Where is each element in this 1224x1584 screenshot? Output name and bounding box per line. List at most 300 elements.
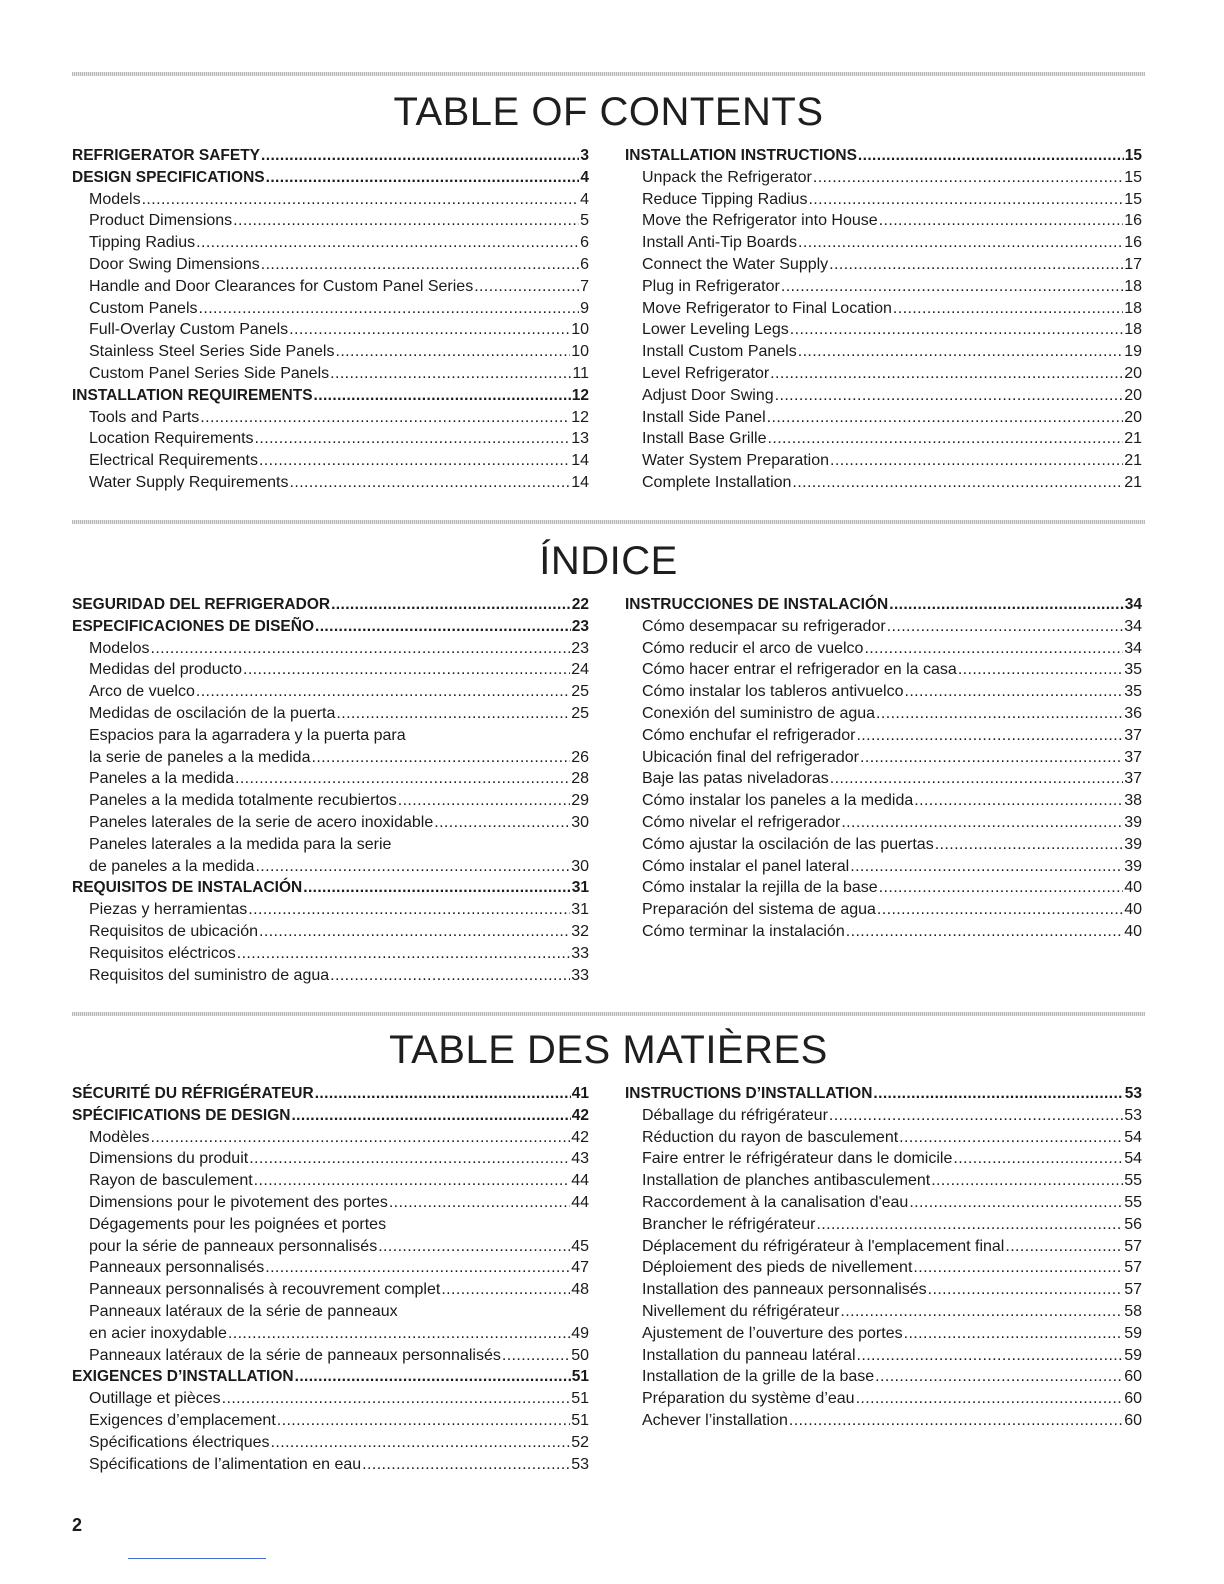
dot-leader <box>928 1279 1124 1301</box>
toc-page-number: 39 <box>1124 857 1142 875</box>
toc-entry-title: Cómo hacer entrar el refrigerador en la casa <box>642 661 957 679</box>
toc-entry-title: Cómo nivelar el refrigerador <box>642 813 841 831</box>
dot-leader <box>331 594 571 616</box>
toc-page-number: 39 <box>1124 813 1142 831</box>
dot-leader <box>879 877 1124 899</box>
toc-entry-title: Install Anti-Tip Boards <box>642 234 798 252</box>
toc-entry[interactable] <box>72 1432 589 1454</box>
toc-page-number: 56 <box>1124 1215 1142 1233</box>
toc-entry[interactable] <box>625 254 1142 276</box>
toc-entry[interactable] <box>72 472 589 494</box>
toc-entry[interactable] <box>625 341 1142 363</box>
toc-entry-title: Rayon de basculement <box>89 1172 253 1190</box>
dot-leader <box>434 812 570 834</box>
dot-leader <box>254 1170 571 1192</box>
dot-leader <box>261 254 579 276</box>
toc-entry-title: Custom Panel Series Side Panels <box>89 364 330 382</box>
toc-page-number: 15 <box>1124 168 1142 186</box>
dot-leader <box>474 276 579 298</box>
toc-page-number: 57 <box>1124 1281 1142 1299</box>
toc-entry[interactable] <box>625 1257 1142 1279</box>
toc-page-number: 17 <box>1124 255 1142 273</box>
dot-leader <box>856 1388 1124 1410</box>
toc-entry[interactable] <box>72 341 589 363</box>
toc-entry[interactable] <box>72 210 589 232</box>
toc-entry-title: Déplacement du réfrigérateur à l'emplacement final <box>642 1237 1005 1255</box>
dot-leader <box>873 1083 1123 1105</box>
dot-leader <box>830 450 1123 472</box>
toc-page-number: 53 <box>1124 1106 1142 1124</box>
toc-entry-title: Modèles <box>89 1128 150 1146</box>
toc-page-number: 15 <box>1124 190 1142 208</box>
toc-entry-title: Install Base Grille <box>642 430 767 448</box>
dot-leader <box>1005 1236 1123 1258</box>
toc-heading[interactable] <box>72 167 589 189</box>
dot-leader <box>150 1127 570 1149</box>
toc-entry-title: Medidas del producto <box>89 661 242 679</box>
dot-leader <box>893 298 1123 320</box>
toc-entry-title: Requisitos del suministro de agua <box>89 966 330 984</box>
dot-leader <box>398 790 570 812</box>
dot-leader <box>856 725 1123 747</box>
dot-leader <box>846 921 1123 943</box>
toc-entry-title: Ubicación final del refrigerador <box>642 748 859 766</box>
toc-entry-title: Ajustement de l’ouverture des portes <box>642 1324 903 1342</box>
toc-entry-title: Panneaux personnalisés <box>89 1259 265 1277</box>
toc-entry-title: Electrical Requirements <box>89 452 258 470</box>
dot-leader <box>315 616 571 638</box>
toc-entry[interactable] <box>625 877 1142 899</box>
toc-page-number: 60 <box>1124 1390 1142 1408</box>
toc-entry-title: Reduce Tipping Radius <box>642 190 808 208</box>
toc-page-number: 41 <box>571 1085 589 1102</box>
toc-entry[interactable] <box>625 210 1142 232</box>
toc-entry-title: Cómo instalar el panel lateral <box>642 857 850 875</box>
toc-page-number: 12 <box>571 408 589 426</box>
dot-leader <box>958 659 1123 681</box>
toc-page-number: 14 <box>571 473 589 491</box>
toc-entry[interactable] <box>625 616 1142 638</box>
toc-entry-title: INSTRUCCIONES DE INSTALACIÓN <box>625 596 889 613</box>
toc-heading[interactable] <box>72 1105 589 1127</box>
toc-entry[interactable] <box>625 276 1142 298</box>
dot-leader <box>953 1148 1123 1170</box>
dot-leader <box>931 1170 1123 1192</box>
toc-entry-title: Stainless Steel Series Side Panels <box>89 343 335 361</box>
toc-page-number: 16 <box>1124 212 1142 230</box>
toc-entry[interactable] <box>625 1105 1142 1127</box>
dot-leader <box>790 319 1123 341</box>
dot-leader <box>222 1388 571 1410</box>
toc-column-left <box>72 145 589 494</box>
toc-page-number: 30 <box>571 857 589 875</box>
toc-entry[interactable] <box>72 659 589 681</box>
toc-page-number: 49 <box>571 1324 589 1342</box>
toc-entry-title: Full-Overlay Custom Panels <box>89 321 289 339</box>
toc-entry-title: en acier inoxydable <box>89 1324 227 1342</box>
dot-leader <box>775 385 1124 407</box>
dot-leader <box>913 1257 1123 1279</box>
toc-entry[interactable] <box>625 232 1142 254</box>
dot-leader <box>798 232 1123 254</box>
dot-leader <box>200 407 570 429</box>
toc-entry[interactable] <box>72 428 589 450</box>
toc-entry[interactable] <box>625 1366 1142 1388</box>
toc-page-number: 48 <box>571 1281 589 1299</box>
toc-entry[interactable] <box>625 1127 1142 1149</box>
dot-leader <box>265 1257 570 1279</box>
toc-entry[interactable] <box>72 856 589 878</box>
toc-entry-title: INSTALLATION REQUIREMENTS <box>72 386 313 404</box>
dot-leader <box>266 167 580 189</box>
toc-page-number: 51 <box>571 1368 589 1386</box>
toc-entry[interactable] <box>625 385 1142 407</box>
toc-page-number: 14 <box>571 452 589 470</box>
toc-page-number: 21 <box>1124 452 1142 470</box>
toc-entry[interactable] <box>625 319 1142 341</box>
toc-entry-line: Paneles laterales a la medida para la serie <box>89 835 392 853</box>
toc-entry-title: Installation des panneaux personnalisés <box>642 1281 927 1299</box>
toc-page-number: 33 <box>571 944 589 962</box>
dot-leader <box>303 877 571 899</box>
toc-page-number: 5 <box>580 212 589 230</box>
toc-entry[interactable] <box>625 1279 1142 1301</box>
toc-heading[interactable] <box>72 1366 589 1388</box>
toc-entry-title: Exigences d’emplacement <box>89 1411 276 1429</box>
toc-page-number: 37 <box>1124 748 1142 766</box>
toc-page-number: 6 <box>580 234 589 252</box>
toc-page-number: 4 <box>580 190 589 208</box>
toc-entry-title: Piezas y herramientas <box>89 901 248 919</box>
dot-leader <box>378 1236 570 1258</box>
toc-heading[interactable] <box>72 594 589 616</box>
toc-entry-title: Déballage du réfrigérateur <box>642 1106 828 1124</box>
toc-entry-title: SÉCURITÉ DU RÉFRIGÉRATEUR <box>72 1085 314 1102</box>
toc-entry[interactable] <box>72 1148 589 1170</box>
toc-entry[interactable] <box>625 768 1142 790</box>
section-title: TABLE DES MATIÈRES <box>389 1028 828 1072</box>
toc-entry-title: Location Requirements <box>89 430 254 448</box>
toc-entry[interactable] <box>72 1192 589 1214</box>
toc-entry[interactable] <box>625 298 1142 320</box>
toc-entry-title: Conexión del suministro de agua <box>642 704 876 722</box>
toc-entry-title: Paneles laterales de la serie de acero inoxidable <box>89 813 434 831</box>
dot-leader <box>336 703 570 725</box>
toc-heading[interactable] <box>72 877 589 899</box>
toc-entry-title: Panneaux personnalisés à recouvrement complet <box>89 1281 441 1299</box>
toc-page-number: 21 <box>1124 473 1142 491</box>
toc-entry-title: la serie de paneles a la medida <box>89 748 311 766</box>
toc-entry[interactable] <box>625 189 1142 211</box>
toc-entry[interactable] <box>625 1323 1142 1345</box>
toc-page-number: 22 <box>571 596 589 613</box>
dot-leader <box>199 298 580 320</box>
toc-entry-title: Level Refrigerator <box>642 364 770 382</box>
toc-page-number: 15 <box>1124 147 1142 164</box>
toc-page-number: 53 <box>1124 1085 1142 1102</box>
toc-entry-title: Outillage et pièces <box>89 1390 221 1408</box>
toc-entry[interactable] <box>625 834 1142 856</box>
dot-leader <box>798 341 1123 363</box>
dot-leader <box>850 856 1123 878</box>
toc-heading[interactable] <box>72 385 589 407</box>
toc-entry[interactable] <box>625 1388 1142 1410</box>
toc-entry[interactable] <box>625 472 1142 494</box>
toc-entry-title: Dimensions pour le pivotement des portes <box>89 1193 388 1211</box>
toc-entry[interactable] <box>625 703 1142 725</box>
toc-entry[interactable] <box>72 638 589 660</box>
toc-entry-title: Custom Panels <box>89 299 198 317</box>
toc-page-number: 54 <box>1124 1128 1142 1146</box>
dot-leader <box>295 1366 571 1388</box>
toc-column-left <box>72 594 589 986</box>
toc-entry-title: ESPECIFICACIONES DE DISEÑO <box>72 617 315 635</box>
toc-entry-title: Handle and Door Clearances for Custom Panel Series <box>89 277 474 295</box>
toc-entry[interactable] <box>625 1192 1142 1214</box>
dot-leader <box>768 428 1124 450</box>
dot-leader <box>792 472 1123 494</box>
toc-page-number: 50 <box>571 1346 589 1364</box>
toc-entry[interactable] <box>72 703 589 725</box>
toc-entry[interactable] <box>625 363 1142 385</box>
toc-page-number: 20 <box>1124 408 1142 426</box>
toc-entry[interactable] <box>625 638 1142 660</box>
toc-entry-title: Cómo instalar los paneles a la medida <box>642 792 914 810</box>
footer-line <box>128 1558 266 1559</box>
dot-leader <box>196 232 579 254</box>
toc-page-number: 18 <box>1124 277 1142 295</box>
toc-entry-title: Install Custom Panels <box>642 343 797 361</box>
toc-page-number: 20 <box>1124 386 1142 404</box>
toc-heading[interactable] <box>625 1083 1142 1105</box>
toc-entry-title: Nivellement du réfrigérateur <box>642 1302 840 1320</box>
dot-leader <box>290 472 571 494</box>
toc-page-number: 60 <box>1124 1411 1142 1429</box>
toc-page-number: 39 <box>1124 835 1142 853</box>
toc-entry[interactable] <box>72 232 589 254</box>
toc-entry[interactable] <box>625 1410 1142 1432</box>
toc-entry[interactable] <box>625 407 1142 429</box>
toc-page-number: 55 <box>1124 1193 1142 1211</box>
toc-entry[interactable] <box>625 1170 1142 1192</box>
toc-page-number: 4 <box>580 168 589 186</box>
toc-entry[interactable] <box>72 965 589 987</box>
toc-entry[interactable] <box>72 1323 589 1345</box>
toc-entry[interactable] <box>625 428 1142 450</box>
dot-leader <box>330 363 571 385</box>
toc-entry[interactable] <box>625 1148 1142 1170</box>
toc-entry-title: Unpack the Refrigerator <box>642 168 812 186</box>
toc-entry[interactable] <box>72 943 589 965</box>
page-number: 2 <box>72 1515 83 1535</box>
toc-heading[interactable] <box>72 616 589 638</box>
toc-page-number: 28 <box>571 770 589 788</box>
dot-leader <box>789 1410 1123 1432</box>
toc-entry[interactable] <box>625 790 1142 812</box>
toc-entry[interactable] <box>72 1345 589 1367</box>
toc-entry-title: Preparación del sistema de agua <box>642 901 876 919</box>
toc-entry-title: de paneles a la medida <box>89 857 255 875</box>
toc-entry-title: Baje las patas niveladoras <box>642 770 829 788</box>
toc-entry[interactable] <box>72 747 589 769</box>
dot-leader <box>389 1192 570 1214</box>
toc-column-left <box>72 1083 589 1475</box>
dot-leader <box>196 681 570 703</box>
toc-entry[interactable] <box>625 659 1142 681</box>
dot-leader <box>243 659 570 681</box>
toc-page-number: 59 <box>1124 1346 1142 1364</box>
toc-entry-line: Panneaux latéraux de la série de panneaux <box>89 1302 398 1320</box>
toc-entry[interactable] <box>72 450 589 472</box>
toc-entry-title: Cómo terminar la instalación <box>642 922 845 940</box>
dot-leader <box>904 1323 1124 1345</box>
toc-entry-title: Water Supply Requirements <box>89 473 289 491</box>
toc-entry[interactable] <box>72 189 589 211</box>
section-title: ÍNDICE <box>539 539 678 583</box>
dot-leader <box>237 943 570 965</box>
toc-entry-title: SPÉCIFICATIONS DE DESIGN <box>72 1106 291 1124</box>
toc-entry[interactable] <box>625 1214 1142 1236</box>
toc-entry[interactable] <box>72 1454 589 1476</box>
toc-page-number: 12 <box>571 386 589 404</box>
toc-page-number: 51 <box>571 1390 589 1408</box>
toc-entry[interactable] <box>72 921 589 943</box>
dot-leader <box>887 616 1124 638</box>
toc-entry[interactable] <box>625 812 1142 834</box>
dot-leader <box>441 1279 570 1301</box>
toc-entry[interactable] <box>625 747 1142 769</box>
dot-leader <box>877 899 1123 921</box>
dot-leader <box>335 341 570 363</box>
toc-entry[interactable] <box>72 768 589 790</box>
toc-heading[interactable] <box>72 145 589 167</box>
toc-page-number: 10 <box>571 343 589 361</box>
dot-leader <box>249 1148 570 1170</box>
toc-entry[interactable] <box>625 681 1142 703</box>
toc-page-number: 30 <box>571 813 589 831</box>
toc-entry[interactable] <box>625 450 1142 472</box>
dot-leader <box>770 363 1123 385</box>
toc-entry[interactable] <box>625 1345 1142 1367</box>
toc-page-number: 20 <box>1124 364 1142 382</box>
toc-entry-title: Install Side Panel <box>642 408 766 426</box>
toc-page-number: 19 <box>1124 343 1142 361</box>
toc-entry-title: pour la série de panneaux personnalisés <box>89 1237 378 1255</box>
toc-heading[interactable] <box>625 145 1142 167</box>
toc-entry-title: Paneles a la medida totalmente recubiertos <box>89 792 397 810</box>
toc-entry[interactable] <box>72 319 589 341</box>
toc-page-number: 6 <box>580 255 589 273</box>
toc-entry[interactable] <box>625 725 1142 747</box>
toc-entry-title: Models <box>89 190 141 208</box>
toc-page-number: 44 <box>571 1172 589 1190</box>
toc-entry[interactable] <box>72 681 589 703</box>
dot-leader <box>767 407 1124 429</box>
toc-entry-title: Product Dimensions <box>89 212 233 230</box>
toc-page-number: 60 <box>1124 1368 1142 1386</box>
toc-entry[interactable] <box>72 254 589 276</box>
toc-entry[interactable] <box>625 1301 1142 1323</box>
toc-entry[interactable] <box>72 1279 589 1301</box>
dot-leader <box>813 167 1123 189</box>
dot-leader <box>875 1366 1123 1388</box>
toc-entry[interactable] <box>625 167 1142 189</box>
toc-entry-title: Medidas de oscilación de la puerta <box>89 704 336 722</box>
dot-leader <box>142 189 580 211</box>
toc-entry[interactable] <box>625 921 1142 943</box>
toc-entry-title: Door Swing Dimensions <box>89 255 260 273</box>
dot-leader <box>816 1214 1123 1236</box>
dot-leader <box>259 921 570 943</box>
toc-page-number: 34 <box>1124 639 1142 657</box>
dot-leader <box>311 747 570 769</box>
toc-entry[interactable] <box>72 1170 589 1192</box>
toc-page-number: 37 <box>1124 770 1142 788</box>
toc-entry[interactable] <box>72 363 589 385</box>
toc-page-number: 57 <box>1124 1259 1142 1277</box>
toc-entry[interactable] <box>72 407 589 429</box>
toc-page-number: 53 <box>571 1455 589 1473</box>
dot-leader <box>362 1454 570 1476</box>
toc-page-number: 51 <box>571 1411 589 1429</box>
toc-entry-title: Déploiement des pieds de nivellement <box>642 1259 913 1277</box>
toc-entry[interactable] <box>72 1388 589 1410</box>
toc-entry-title: SEGURIDAD DEL REFRIGERADOR <box>72 596 331 613</box>
toc-page-number: 38 <box>1124 792 1142 810</box>
toc-entry[interactable] <box>625 1236 1142 1258</box>
toc-entry[interactable] <box>72 899 589 921</box>
toc-entry-title: INSTALLATION INSTRUCTIONS <box>625 147 857 164</box>
toc-entry-title: Cómo desempacar su refrigerador <box>642 617 886 635</box>
toc-entry[interactable] <box>625 899 1142 921</box>
toc-entry[interactable] <box>625 856 1142 878</box>
toc-page-number: 57 <box>1124 1237 1142 1255</box>
toc-heading[interactable] <box>625 594 1142 616</box>
section-divider <box>72 1012 1145 1016</box>
toc-entry[interactable] <box>72 1410 589 1432</box>
toc-entry-title: Plug in Refrigerator <box>642 277 780 295</box>
toc-entry-title: Installation de la grille de la base <box>642 1368 875 1386</box>
toc-entry-title: Requisitos de ubicación <box>89 922 258 940</box>
toc-entry-line: Espacios para la agarradera y la puerta para <box>89 726 406 744</box>
toc-page-number: 35 <box>1124 661 1142 679</box>
toc-entry[interactable] <box>72 812 589 834</box>
toc-entry[interactable] <box>72 298 589 320</box>
toc-heading[interactable] <box>72 1083 589 1105</box>
toc-entry-title: Brancher le réfrigérateur <box>642 1215 816 1233</box>
toc-page-number: 36 <box>1124 704 1142 722</box>
toc-entry-title: Préparation du système d’eau <box>642 1390 855 1408</box>
toc-entry[interactable] <box>72 276 589 298</box>
toc-page-number: 10 <box>571 321 589 339</box>
toc-entry[interactable] <box>72 1127 589 1149</box>
toc-entry-title: INSTRUCTIONS D’INSTALLATION <box>625 1085 873 1102</box>
toc-column-right <box>625 145 1142 494</box>
toc-entry-title: REQUISITOS DE INSTALACIÓN <box>72 879 303 897</box>
dot-leader <box>829 254 1123 276</box>
toc-entry-title: Cómo reducir el arco de vuelco <box>642 639 864 657</box>
toc-page-number: 25 <box>571 704 589 722</box>
dot-leader <box>840 1301 1123 1323</box>
toc-entry[interactable] <box>72 790 589 812</box>
dot-leader <box>857 1345 1124 1367</box>
toc-entry-title: Spécifications électriques <box>89 1433 270 1451</box>
toc-entry[interactable] <box>72 1236 589 1258</box>
toc-page-number: 40 <box>1124 922 1142 940</box>
toc-entry[interactable] <box>72 1257 589 1279</box>
toc-entry-title: Cómo instalar los tableros antivuelco <box>642 683 904 701</box>
toc-page-number: 16 <box>1124 234 1142 252</box>
